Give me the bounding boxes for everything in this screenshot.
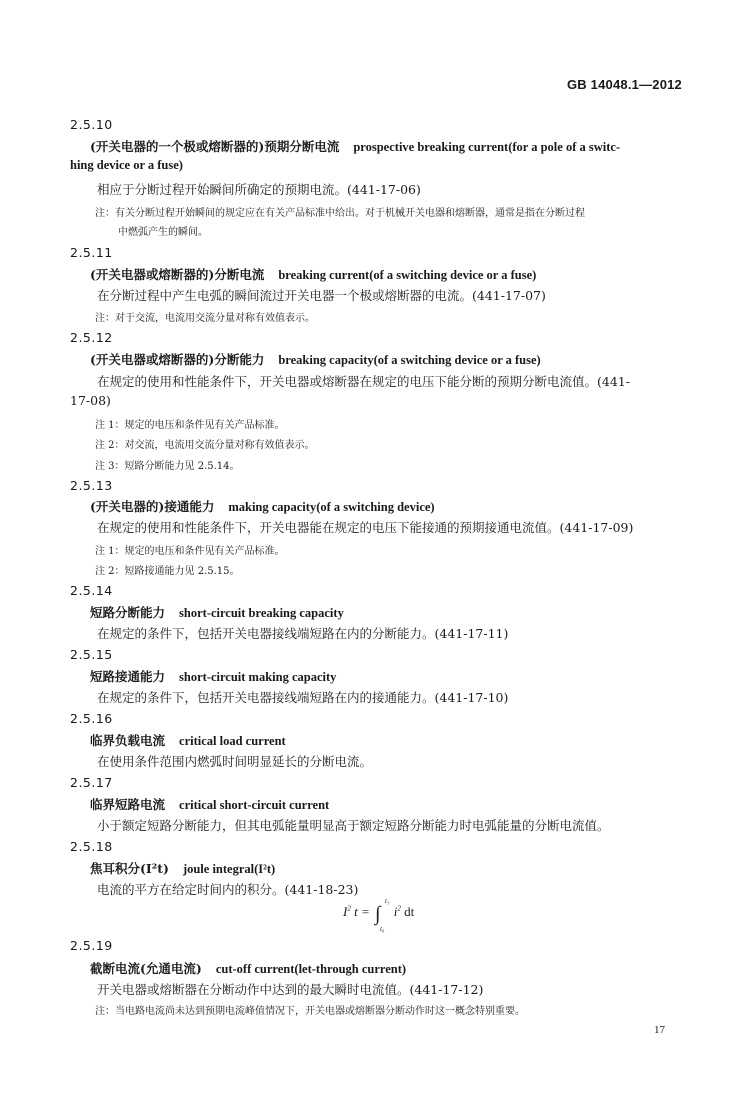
section-body: 电流的平方在给定时间内的积分。(441-18-23) [97, 882, 359, 897]
title-cn: 临界负载电流 [90, 733, 166, 748]
title-en: critical short-circuit current [179, 798, 330, 812]
section-number: 2.5.15 [70, 647, 113, 662]
section-note: 注 2：对交流，电流用交流分量对称有效值表示。 [95, 440, 315, 451]
section-body: 在分断过程中产生电弧的瞬间流过开关电器一个极或熔断器的电流。(441-17-07) [97, 288, 546, 303]
title-cn: 短路分断能力 [90, 605, 166, 620]
formula-lhs-exponent: 2 [347, 904, 351, 913]
section-title [90, 603, 344, 621]
section-body: 在规定的使用和性能条件下，开关电器或熔断器在规定的电压下能分断的预期分断电流值。(441- [97, 374, 630, 389]
section-number: 2.5.19 [70, 938, 113, 953]
section-title [90, 859, 275, 877]
title-cn: 焦耳积分(I²t) [90, 861, 169, 876]
title-cn: 短路接通能力 [90, 669, 166, 684]
section-note: 注 3：短路分断能力见 2.5.14。 [95, 461, 240, 472]
title-en: short-circuit making capacity [179, 670, 337, 684]
section-body: 在规定的使用和性能条件下，开关电器能在规定的电压下能接通的预期接通电流值。(441-17-09) [97, 520, 634, 535]
section-note: 注 1：规定的电压和条件见有关产品标准。 [95, 546, 285, 557]
section-number: 2.5.16 [70, 711, 113, 726]
section-title [90, 667, 336, 685]
section-body: 开关电器或熔断器在分断动作中达到的最大瞬时电流值。(441-17-12) [97, 982, 484, 997]
section-title [90, 731, 286, 749]
section-note: 注：对于交流，电流用交流分量对称有效值表示。 [95, 313, 315, 324]
formula-integrand: i [393, 904, 398, 919]
section-number: 2.5.14 [70, 583, 113, 598]
section-number: 2.5.11 [70, 245, 113, 260]
section-body-continued: 17-08) [70, 393, 111, 408]
section-body: 小于额定短路分断能力，但其电弧能量明显高于额定短路分断能力时电弧能量的分断电流值。 [97, 818, 610, 833]
standard-number: GB 14048.1—2012 [566, 77, 682, 92]
title-en: short-circuit breaking capacity [179, 606, 344, 620]
section-number: 2.5.17 [70, 775, 113, 790]
section-body: 在使用条件范围内燃弧时间明显延长的分断电流。 [97, 754, 373, 769]
section-number: 2.5.18 [70, 839, 113, 854]
title-en: cut-off current(let-through current) [215, 962, 407, 976]
title-en-continued: hing device or a fuse) [70, 158, 183, 172]
title-en: making capacity(of a switching device) [228, 500, 435, 514]
integral-upper-limit: t₁ [385, 897, 390, 905]
section-number: 2.5.13 [70, 478, 113, 493]
title-cn: 临界短路电流 [90, 797, 166, 812]
integral-lower-limit: t₀ [380, 925, 385, 933]
section-note: 注 1：规定的电压和条件见有关产品标准。 [95, 420, 285, 431]
title-cn: (开关电器或熔断器的)分断电流 [90, 267, 265, 282]
title-en: joule integral(I²t) [182, 862, 276, 876]
integral-sign: ∫ [374, 903, 381, 925]
section-title [90, 959, 406, 977]
page-number: 17 [654, 1024, 665, 1036]
formula-lhs-t: t = [354, 904, 370, 919]
formula-differential: dt [404, 904, 415, 919]
section-title [90, 350, 541, 368]
section-body: 在规定的条件下，包括开关电器接线端短路在内的接通能力。(441-17-10) [97, 690, 509, 705]
title-en: prospective breaking current(for a pole of a switc- [353, 140, 621, 154]
section-title [90, 265, 536, 283]
section-note: 注 2：短路接通能力见 2.5.15。 [95, 566, 240, 577]
title-cn: 截断电流(允通电流) [90, 961, 202, 976]
title-cn: (开关电器的)接通能力 [90, 499, 215, 514]
section-note: 注：有关分断过程开始瞬间的规定应在有关产品标准中给出。对于机械开关电器和熔断器，通常是指在分断过程 [95, 208, 585, 219]
title-en: breaking capacity(of a switching device or a fuse) [278, 353, 541, 367]
title-cn: (开关电器的一个极或熔断器的)预期分断电流 [90, 139, 340, 154]
section-title [90, 137, 620, 155]
section-number: 2.5.10 [70, 117, 113, 132]
title-en: critical load current [179, 734, 286, 748]
formula-lhs: I [343, 904, 348, 919]
title-cn: (开关电器或熔断器的)分断能力 [90, 352, 265, 367]
section-number: 2.5.12 [70, 330, 113, 345]
joule-integral-formula [343, 897, 415, 933]
title-en: breaking current(of a switching device or a fuse) [278, 268, 537, 282]
section-title [90, 795, 329, 813]
section-body: 在规定的条件下，包括开关电器接线端短路在内的分断能力。(441-17-11) [97, 626, 509, 641]
section-body: 相应于分断过程开始瞬间所确定的预期电流。(441-17-06) [97, 182, 421, 197]
section-title [90, 497, 435, 515]
section-note-continued: 中燃弧产生的瞬间。 [118, 227, 208, 238]
formula-integrand-exponent: 2 [397, 904, 401, 913]
section-note: 注：当电路电流尚未达到预期电流峰值情况下，开关电器或熔断器分断动作时这一概念特别重要。 [95, 1006, 525, 1017]
